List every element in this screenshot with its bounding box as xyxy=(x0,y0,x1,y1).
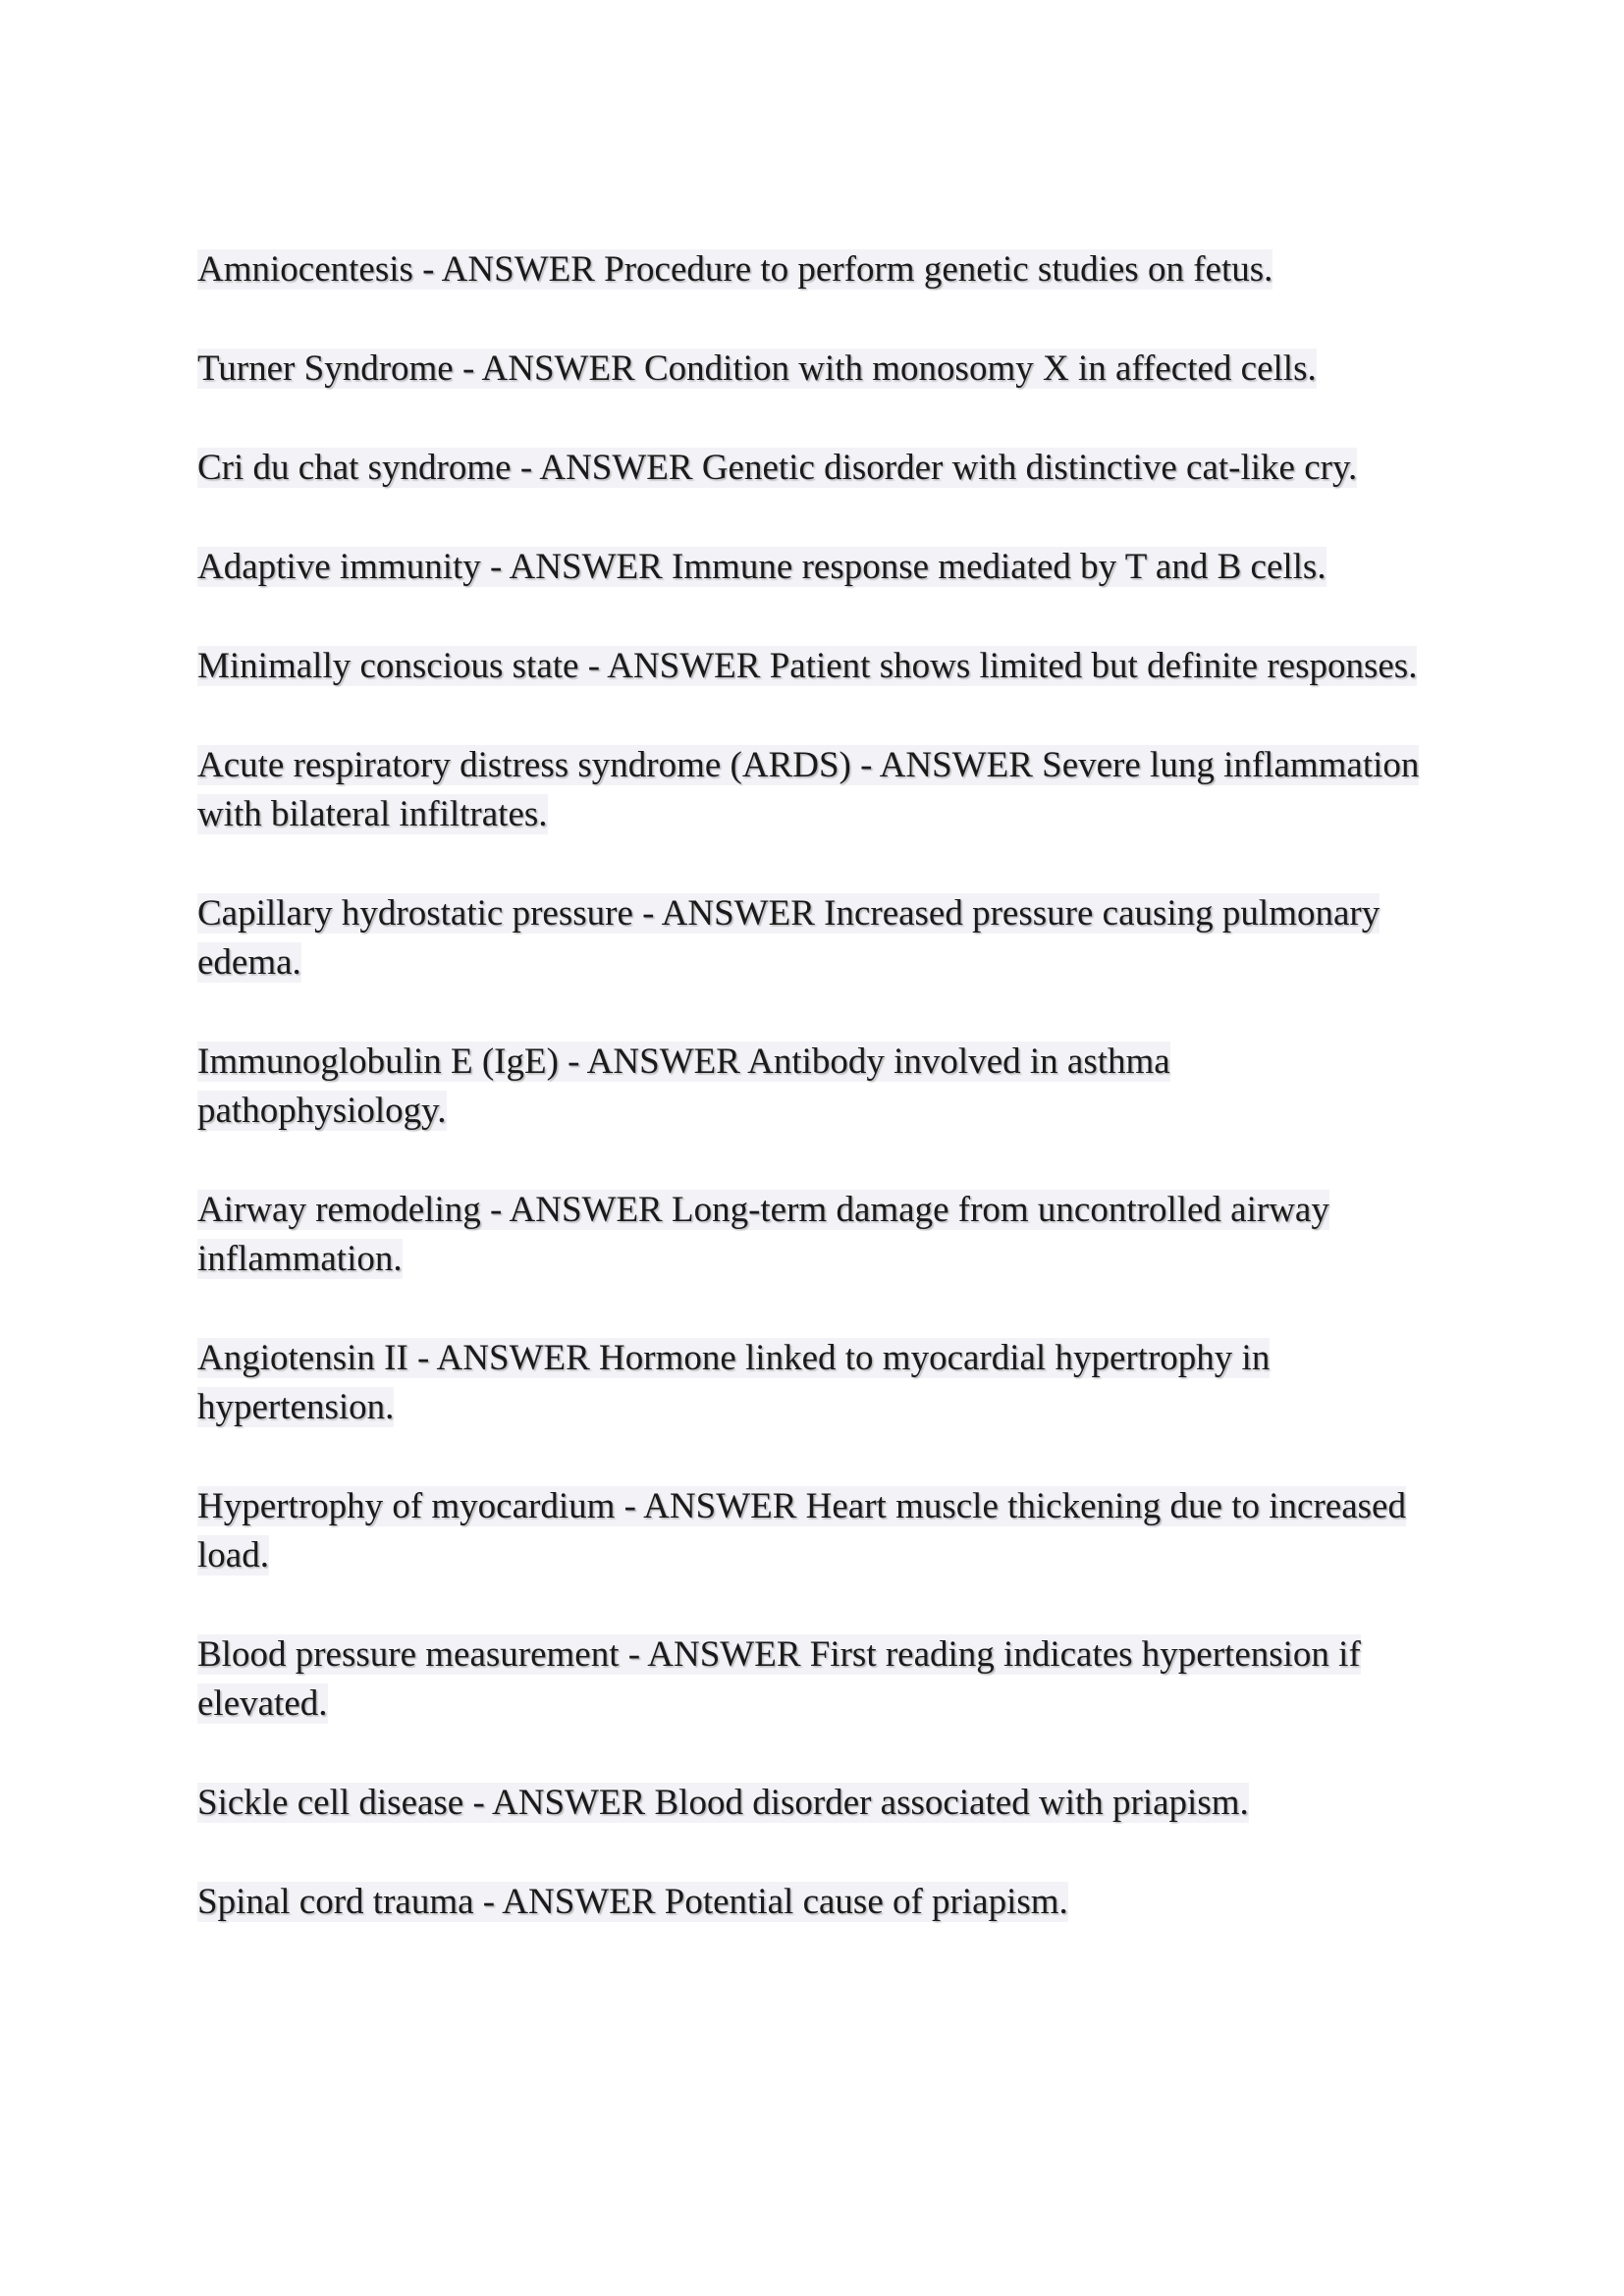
entry-text xyxy=(197,745,1419,834)
entry-separator: - ANSWER xyxy=(578,646,770,686)
entry-answer: Long-term damage from uncontrolled airway inflammation. xyxy=(197,1190,1329,1279)
flashcard-entry xyxy=(197,1334,1425,1432)
flashcard-entry xyxy=(197,345,1425,394)
flashcard-entry xyxy=(197,543,1425,592)
entry-answer: Hormone linked to myocardial hypertrophy in hypertension. xyxy=(197,1338,1271,1427)
entry-text xyxy=(197,249,1272,290)
entry-separator: - ANSWER xyxy=(412,249,605,290)
entry-separator: - ANSWER xyxy=(480,547,673,587)
entry-term: Sickle cell disease xyxy=(197,1783,464,1823)
entry-text xyxy=(197,1338,1270,1427)
flashcard-entry xyxy=(197,642,1425,691)
entry-answer: Antibody involved in asthma pathophysiology. xyxy=(197,1041,1170,1131)
entry-answer: Condition with monosomy X in affected cells. xyxy=(643,348,1317,389)
entry-answer: Potential cause of priapism. xyxy=(664,1882,1068,1922)
entry-term: Angiotensin II xyxy=(197,1338,408,1378)
entry-text xyxy=(197,1634,1361,1724)
entry-term: Turner Syndrome xyxy=(197,348,454,389)
entry-term: Airway remodeling xyxy=(197,1190,481,1230)
entry-text xyxy=(197,547,1326,587)
entry-separator: - ANSWER xyxy=(480,1190,672,1230)
flashcard-entry xyxy=(197,889,1425,988)
entry-separator: - ANSWER xyxy=(407,1338,600,1378)
entry-text xyxy=(197,448,1357,488)
flashcard-entry xyxy=(197,1779,1425,1828)
entry-term: Spinal cord trauma xyxy=(197,1882,474,1922)
flashcard-entry xyxy=(197,245,1425,294)
entry-term: Immunoglobulin E (IgE) xyxy=(197,1041,559,1082)
entry-text xyxy=(197,1486,1406,1575)
entry-separator: - ANSWER xyxy=(463,1783,655,1823)
entry-separator: - ANSWER xyxy=(558,1041,748,1082)
entry-term: Adaptive immunity xyxy=(197,547,481,587)
entry-separator: - ANSWER xyxy=(619,1634,810,1675)
entry-answer: Heart muscle thickening due to increased load. xyxy=(197,1486,1406,1575)
entry-term: Amniocentesis xyxy=(197,249,413,290)
entry-answer: Procedure to perform genetic studies on fetus. xyxy=(604,249,1273,290)
entry-answer: Immune response mediated by T and B cells. xyxy=(672,547,1326,587)
flashcard-entry xyxy=(197,1482,1425,1580)
entry-text xyxy=(197,1041,1170,1131)
entry-answer: Genetic disorder with distinctive cat-like cry. xyxy=(701,448,1358,488)
entry-answer: First reading indicates hypertension if elevated. xyxy=(197,1634,1361,1724)
entry-text xyxy=(197,1190,1329,1279)
entry-answer: Blood disorder associated with priapism. xyxy=(654,1783,1249,1823)
entry-separator: - ANSWER xyxy=(850,745,1043,785)
entry-separator: - ANSWER xyxy=(473,1882,665,1922)
entry-term: Capillary hydrostatic pressure xyxy=(197,893,633,934)
entry-separator: - ANSWER xyxy=(615,1486,806,1526)
entry-separator: - ANSWER xyxy=(511,448,702,488)
flashcard-entry xyxy=(197,1630,1425,1729)
entry-answer: Severe lung inflammation with bilateral infiltrates. xyxy=(197,745,1420,834)
entry-term: Blood pressure measurement xyxy=(197,1634,620,1675)
entry-answer: Increased pressure causing pulmonary edema. xyxy=(197,893,1380,983)
entry-separator: - ANSWER xyxy=(632,893,825,934)
flashcard-list xyxy=(197,245,1425,1977)
flashcard-entry xyxy=(197,1186,1425,1284)
flashcard-entry xyxy=(197,1038,1425,1136)
entry-text xyxy=(197,893,1380,983)
flashcard-entry xyxy=(197,741,1425,839)
flashcard-entry xyxy=(197,444,1425,493)
flashcard-entry xyxy=(197,1878,1425,1927)
entry-text xyxy=(197,646,1417,686)
entry-text xyxy=(197,1783,1249,1823)
entry-term: Minimally conscious state xyxy=(197,646,579,686)
entry-text xyxy=(197,348,1317,389)
entry-text xyxy=(197,1882,1068,1922)
entry-term: Acute respiratory distress syndrome (ARDS) xyxy=(197,745,851,785)
entry-term: Cri du chat syndrome xyxy=(197,448,512,488)
entry-separator: - ANSWER xyxy=(453,348,644,389)
entry-term: Hypertrophy of myocardium xyxy=(197,1486,616,1526)
entry-answer: Patient shows limited but definite responses. xyxy=(769,646,1418,686)
